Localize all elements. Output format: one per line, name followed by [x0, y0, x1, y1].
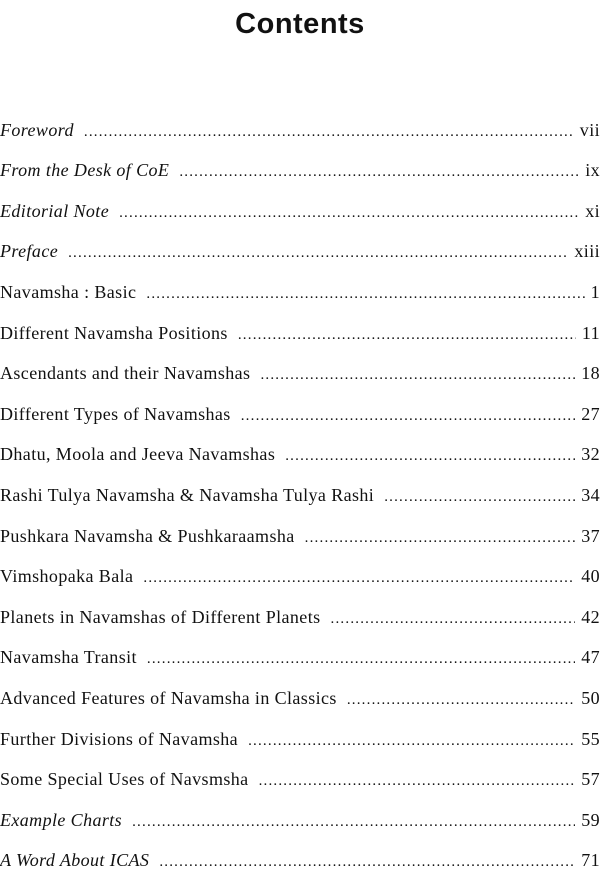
- toc-entry-title: From the Desk of CoE: [0, 160, 170, 181]
- toc-entry-page: 42: [581, 606, 600, 627]
- toc-entry-page: 57: [581, 769, 600, 790]
- toc-entry-page: 18: [581, 363, 600, 384]
- toc-entry-title: Vimshopaka Bala: [0, 566, 134, 587]
- toc-entry-page: 1: [590, 281, 600, 302]
- toc-entry-title: Ascendants and their Navamshas: [0, 363, 251, 384]
- toc-entry-page: 71: [581, 850, 600, 871]
- toc-entry: [0, 392, 600, 433]
- toc-entry: [0, 433, 600, 474]
- toc-entry: [0, 717, 600, 758]
- dot-leader: [260, 367, 575, 384]
- toc-entry: [0, 798, 600, 839]
- toc-entry-page: 27: [581, 403, 600, 424]
- dot-leader: [159, 854, 575, 871]
- toc-entry: [0, 676, 600, 717]
- toc-entry-page: 37: [581, 525, 600, 546]
- toc-entry-title: Further Divisions of Navamsha: [0, 728, 239, 749]
- toc-entry-title: Navamsha : Basic: [0, 281, 137, 302]
- toc-entry-title: Advanced Features of Navamsha in Classics: [0, 687, 337, 708]
- toc-entry-page: 11: [581, 322, 600, 343]
- dot-leader: [132, 814, 575, 831]
- dot-leader: [238, 327, 576, 344]
- dot-leader: [84, 124, 574, 141]
- dot-leader: [68, 245, 568, 262]
- toc-entry: [0, 839, 600, 879]
- toc-entry-page: 47: [581, 647, 600, 668]
- toc-entry-page: xiii: [574, 241, 600, 262]
- toc-entry: [0, 352, 600, 393]
- toc-entry: [0, 108, 600, 149]
- dot-leader: [384, 489, 575, 506]
- dot-leader: [179, 164, 579, 181]
- toc-entry-page: 50: [581, 687, 600, 708]
- toc-entry-page: 59: [581, 809, 600, 830]
- toc-entry-page: vii: [579, 119, 600, 140]
- table-of-contents: [0, 108, 600, 879]
- toc-entry-title: Editorial Note: [0, 200, 110, 221]
- toc-entry-title: Planets in Navamshas of Different Planets: [0, 606, 321, 627]
- toc-entry-title: Navamsha Transit: [0, 647, 137, 668]
- dot-leader: [285, 448, 575, 465]
- toc-entry-title: Example Charts: [0, 809, 123, 830]
- dot-leader: [241, 408, 575, 425]
- toc-entry-title: Foreword: [0, 119, 74, 140]
- toc-entry-title: Different Navamsha Positions: [0, 322, 228, 343]
- toc-entry-page: ix: [585, 160, 600, 181]
- toc-entry-page: 34: [581, 484, 600, 505]
- toc-entry-title: Rashi Tulya Navamsha & Navamsha Tulya Rashi: [0, 484, 375, 505]
- dot-leader: [248, 733, 575, 750]
- toc-entry: [0, 270, 600, 311]
- toc-entry: [0, 555, 600, 596]
- toc-entry-page: 32: [581, 444, 600, 465]
- toc-entry-page: xi: [585, 200, 600, 221]
- toc-entry: [0, 473, 600, 514]
- dot-leader: [305, 530, 576, 547]
- toc-entry-title: Some Special Uses of Navsmsha: [0, 769, 249, 790]
- dot-leader: [259, 773, 576, 790]
- dot-leader: [119, 205, 579, 222]
- dot-leader: [331, 611, 576, 628]
- toc-entry-title: Different Types of Navamshas: [0, 403, 231, 424]
- dot-leader: [143, 570, 575, 587]
- toc-entry: [0, 758, 600, 799]
- toc-entry-page: 40: [581, 566, 600, 587]
- toc-entry-title: A Word About ICAS: [0, 850, 150, 871]
- toc-entry: [0, 230, 600, 271]
- toc-entry-title: Preface: [0, 241, 59, 262]
- toc-entry: [0, 636, 600, 677]
- dot-leader: [347, 692, 575, 709]
- toc-entry: [0, 311, 600, 352]
- toc-entry-page: 55: [581, 728, 600, 749]
- dot-leader: [147, 651, 575, 668]
- toc-entry-title: Pushkara Navamsha & Pushkaraamsha: [0, 525, 295, 546]
- toc-entry: [0, 595, 600, 636]
- toc-entry-title: Dhatu, Moola and Jeeva Navamshas: [0, 444, 276, 465]
- toc-entry: [0, 189, 600, 230]
- dot-leader: [146, 286, 584, 303]
- page-title: Contents: [235, 8, 365, 40]
- toc-entry: [0, 149, 600, 190]
- toc-entry: [0, 514, 600, 555]
